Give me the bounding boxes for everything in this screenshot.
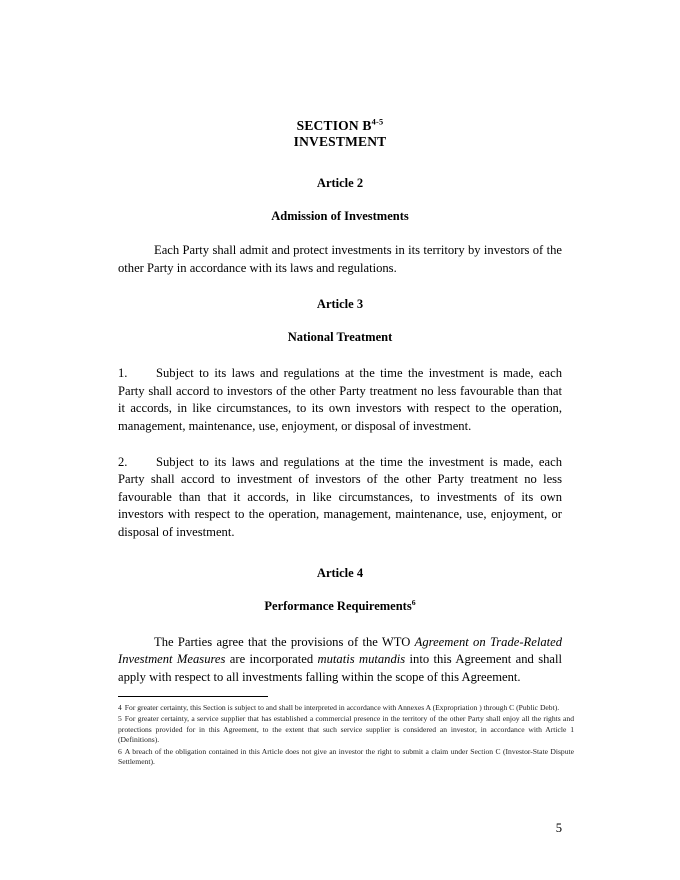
footnote-separator-rule	[118, 696, 268, 697]
footnote-4-number: 4	[118, 703, 122, 712]
footnote-5-text: For greater certainty, a service supplier that has established a commercial presence in the territory of the other Party shall enjoy all the rights and protections provided for in this Agreement, to the extent that such service supplier is considered an investor, in accordance with Article 1 (Definitions).	[118, 714, 574, 745]
footnote-4-text: For greater certainty, this Section is subject to and shall be interpreted in accordance with Annexes A (Expropriation ) through C (Public Debt).	[124, 703, 560, 712]
footnote-6	[118, 747, 574, 768]
article-4-italic-treaty-name: Agreement on Trade-Related Investment Measures	[118, 634, 563, 667]
footnote-4	[118, 703, 574, 713]
article-4-footnote-marker: 6	[411, 597, 416, 607]
paragraph-1-number: 1.	[118, 366, 128, 381]
article-4-title-text: Performance Requirements	[264, 598, 412, 613]
section-subtitle: INVESTMENT	[293, 134, 387, 149]
article-2-number: Article 2	[316, 176, 364, 190]
article-4-paragraph	[118, 634, 562, 687]
article-3-number: Article 3	[316, 297, 364, 312]
paragraph-1-text: Subject to its laws and regulations at the time the investment is made, each Party shall accord to investors of the other Party treatment no less favourable than that it accords, in like circumstances, to its own investors with respect to the operation, management, maintenance, use, enjoyment, or disposal of investment.	[118, 366, 562, 433]
page-number: 5	[555, 821, 562, 835]
article-3-title: National Treatment	[287, 330, 393, 345]
section-title	[118, 118, 562, 150]
section-title-footnote-marker: 4-5	[371, 117, 384, 127]
article-4-text-part3: into this Agreement and shall apply with respect to all investments falling within the scope of this Agreement.	[118, 652, 562, 684]
footnote-6-text: A breach of the obligation contained in this Article does not give an investor the right to submit a claim under Section C (Investor-State Dispute Settlement).	[118, 746, 574, 767]
article-3-paragraph-1	[118, 365, 562, 435]
footnote-5-number: 5	[118, 714, 122, 724]
footnote-area	[118, 696, 574, 768]
document-body	[118, 118, 562, 686]
paragraph-2-text: Subject to its laws and regulations at the time the investment is made, each Party shall accord to investment of investors of the other Party treatment no less favourable than that it accords, in like circumstances, to investments of its own investors with respect to the operation, management, maintenance, use, enjoyment, or disposal of investment.	[118, 454, 562, 539]
article-2-title: Admission of Investments	[271, 209, 409, 223]
article-4-title	[118, 599, 562, 614]
paragraph-2-number: 2.	[118, 454, 128, 469]
article-4-number: Article 4	[316, 565, 364, 580]
footnote-6-number: 6	[118, 746, 122, 756]
article-4-text-part1: The Parties agree that the provisions of the WTO	[154, 634, 415, 649]
article-2-paragraph: Each Party shall admit and protect investments in its territory by investors of the other Party in accordance with its laws and regulations.	[118, 243, 562, 275]
footnote-5	[118, 714, 574, 745]
article-4-italic-latin-phrase: mutatis mutandis	[317, 652, 406, 667]
section-title-text: SECTION B	[296, 118, 372, 133]
article-4-text-part2: are incorporated	[225, 652, 318, 667]
article-3-paragraph-2	[118, 454, 562, 542]
